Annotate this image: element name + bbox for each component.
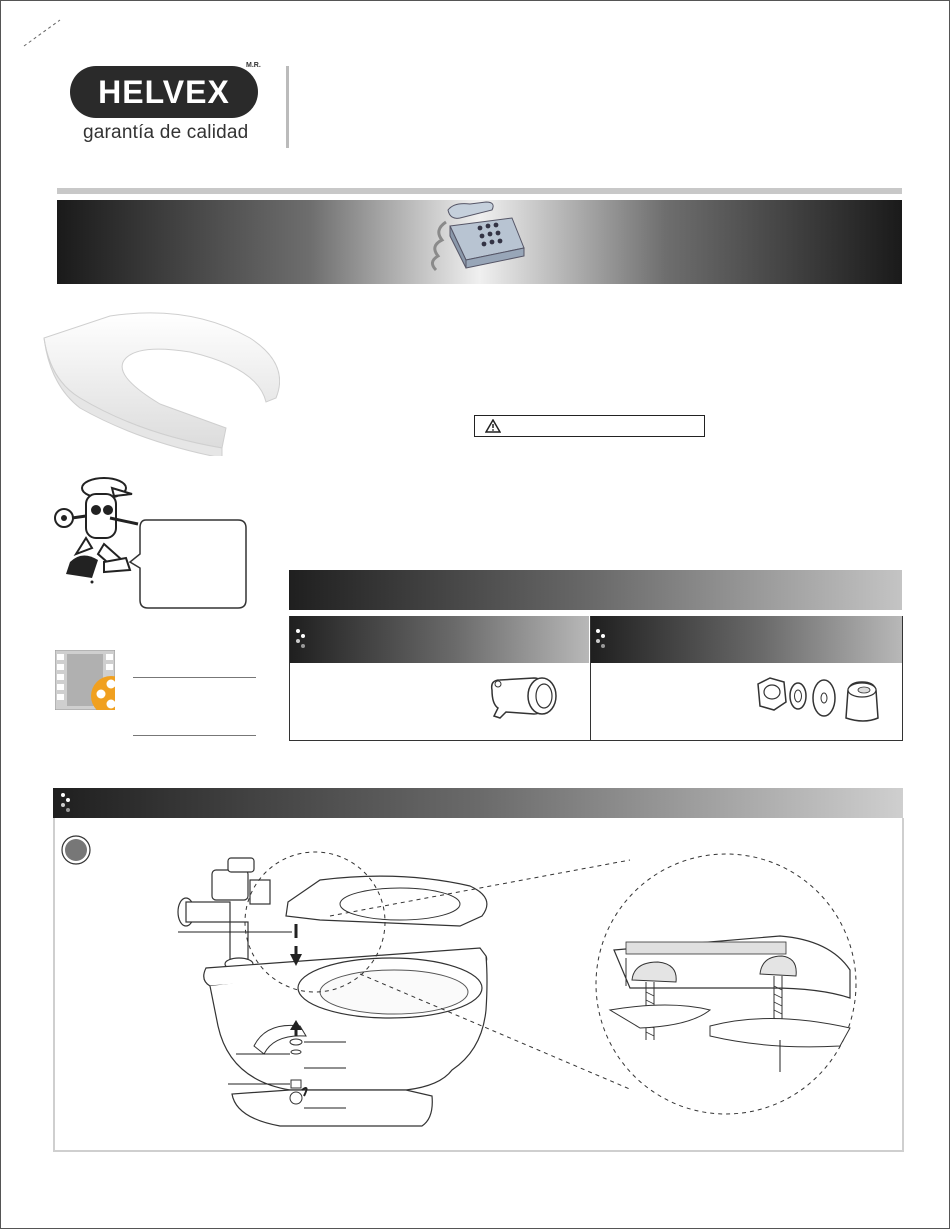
header-rule: [57, 188, 902, 194]
warning-box: [474, 415, 705, 437]
brand-tagline: garantía de calidad: [83, 122, 249, 143]
parts-section-header: [289, 570, 902, 610]
phone-icon: [420, 196, 536, 274]
seat-bracket-part-image: [486, 672, 562, 722]
registered-mark: M.R.: [246, 62, 261, 69]
warning-triangle-icon: [485, 419, 501, 433]
toilet-seat-image: [40, 308, 280, 456]
logo-divider: [286, 66, 289, 148]
step-circle-icon: [61, 835, 91, 865]
installation-diagram: [170, 850, 870, 1140]
brand-logo: [70, 66, 258, 118]
film-caption-line-top: [133, 677, 256, 678]
nut-washer-bushing-parts-image: [752, 668, 892, 728]
dots-marker-icon: [594, 628, 608, 650]
brand-name: HELVEX: [98, 74, 230, 110]
parts-column-head-left: [290, 616, 589, 663]
parts-column-head-right: [591, 616, 902, 663]
fold-mark: [22, 18, 62, 48]
installation-section-header: [53, 788, 903, 818]
dots-marker-icon: [294, 628, 308, 650]
dots-marker-icon: [59, 792, 73, 814]
film-reel-icon: [55, 650, 115, 710]
parts-table: [289, 616, 903, 741]
parts-column-divider: [590, 616, 591, 740]
speech-bubble: [128, 518, 248, 610]
film-caption-line-bottom: [133, 735, 256, 736]
